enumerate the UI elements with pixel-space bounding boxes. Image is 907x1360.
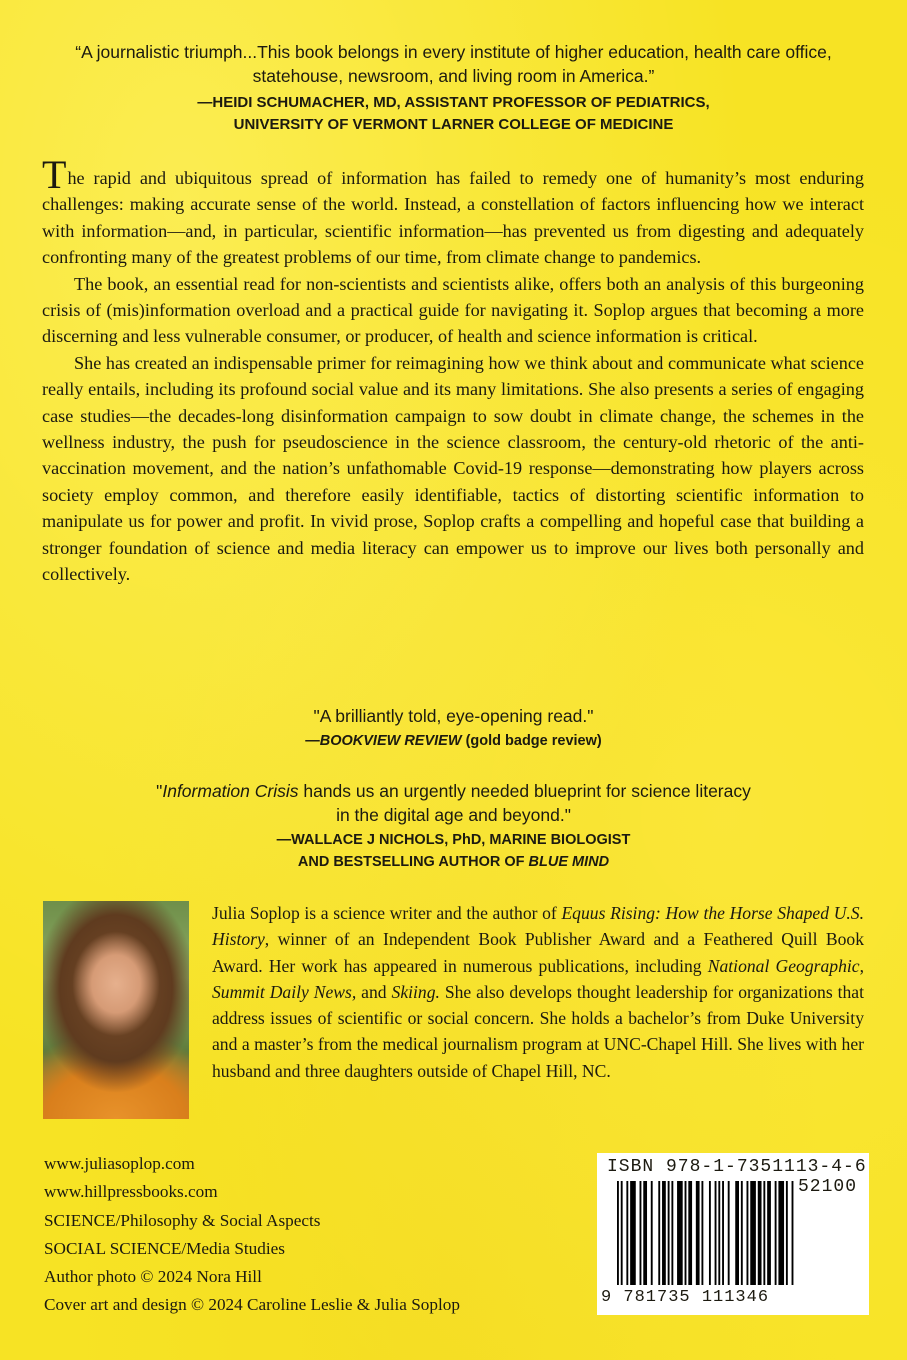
credit-author-website: www.juliasoplop.com [44,1154,195,1173]
author-bio: Julia Soplop is a science writer and the author of Equus Rising: How the Horse Shaped U.S. History, winner of an Independent Book Publisher Award and a Feathered Quill Book Award. Her work has appeared in numerous publications, including National Geographic, Summit Daily News, and Skiing. She also develops thought leadership for organizations that address issues of scientific or social concern. She holds a bachelor’s from Duke University and a master’s from the medical journalism program at UNC-Chapel Hill. She lives with her husband and three daughters outside of Chapel Hill, NC. [212,903,864,1081]
credit-author-photo: Author photo © 2024 Nora Hill [44,1267,262,1287]
top-quote-text: “A journalistic triumph...This book belongs in every institute of higher education, health care office, statehouse, newsroom, and living room in America.” [75,42,832,86]
paragraph-1-text: he rapid and ubiquitous spread of information has failed to remedy one of humanity’s most enduring challenges: making accurate sense of the world. Instead, a constellation of factors influencing how we interact with information—and, in particular, scientific information—has prevented us from digesting and adequately confronting many of the greatest problems of our time, from climate change to pandemics. [42,168,864,268]
bookview-testimonial [150,704,757,752]
book-description [42,152,864,588]
nichols-attribution [150,829,757,873]
bio-book-title: Equus Rising: How the Horse Shaped U.S. History [212,903,864,950]
bio-pub-natgeo: National Geographic [707,955,860,976]
top-quote-attribution [60,92,847,136]
description-paragraph-2: The book, an essential read for non-scientists and scientists alike, offers both an analysis of this burgeoning crisis of (mis)information overload and a practical guide for navigating it. Soplop argues that becoming a more discerning and less vulnerable consumer, or producer, of health and science information is critical. [42,273,864,347]
price-code: 52100 [797,1177,857,1197]
author-photo [43,901,189,1119]
nichols-attribution-line2: AND BESTSELLING AUTHOR OF BLUE MIND [297,854,610,870]
isbn-label: ISBN 978-1-7351113-4-6 [607,1157,867,1177]
top-quote-attribution-line2: UNIVERSITY OF VERMONT LARNER COLLEGE OF MEDICINE [233,116,674,133]
credit-publisher-website: www.hillpressbooks.com [44,1182,218,1202]
credit-cover-design: Cover art and design © 2024 Caroline Leslie & Julia Soplop [44,1295,460,1315]
credit-category-science: SCIENCE/Philosophy & Social Aspects [44,1210,321,1230]
bookview-quote-text: "A brilliantly told, eye-opening read." [313,706,594,726]
credit-category-social-science: SOCIAL SCIENCE/Media Studies [44,1238,285,1258]
book-title-italic: Information Crisis [162,781,299,801]
bio-pub-summit: Summit Daily News, [212,981,357,1002]
nichols-testimonial [150,779,757,873]
description-paragraph-1 [42,152,864,271]
nichols-quote-text: "Information Crisis hands us an urgently needed blueprint for science literacy in the digital age and beyond." [156,781,751,825]
bio-pub-skiing: Skiing. [391,981,440,1002]
isbn-barcode [597,1153,869,1315]
description-paragraph-3: She has created an indispensable primer for reimagining how we think about and communicate what science really entails, including its profound social value and its many limitations. She also presents a series of engaging case studies—the decades-long disinformation campaign to sow doubt in climate change, the schemes in the wellness industry, the push for pseudoscience in the science classroom, the century-old rhetoric of the anti-vaccination movement, and the nation’s unfathomable Covid-19 response—demonstrating how players across society employ common, and therefore easily identifiable, tactics of distorting scientific information to manipulate us for power and profit. In vivid prose, Soplop crafts a compelling and hopeful case that building a stronger foundation of science and media literacy can empower us to improve our lives both personally and collectively. [42,352,864,585]
top-quote-attribution-line1: —HEIDI SCHUMACHER, MD, ASSISTANT PROFESSOR OF PEDIATRICS, [197,94,710,111]
credits-list [44,1150,460,1320]
drop-cap: T [42,152,67,197]
ean-number: 9 781735 111346 [601,1288,770,1307]
bookview-attribution: —BOOKVIEW REVIEW (gold badge review) [305,733,602,749]
bookview-source: BOOKVIEW REVIEW [319,733,462,749]
nichols-attribution-line1: —WALLACE J NICHOLS, PhD, MARINE BIOLOGIST [276,832,631,848]
top-testimonial [60,40,847,136]
